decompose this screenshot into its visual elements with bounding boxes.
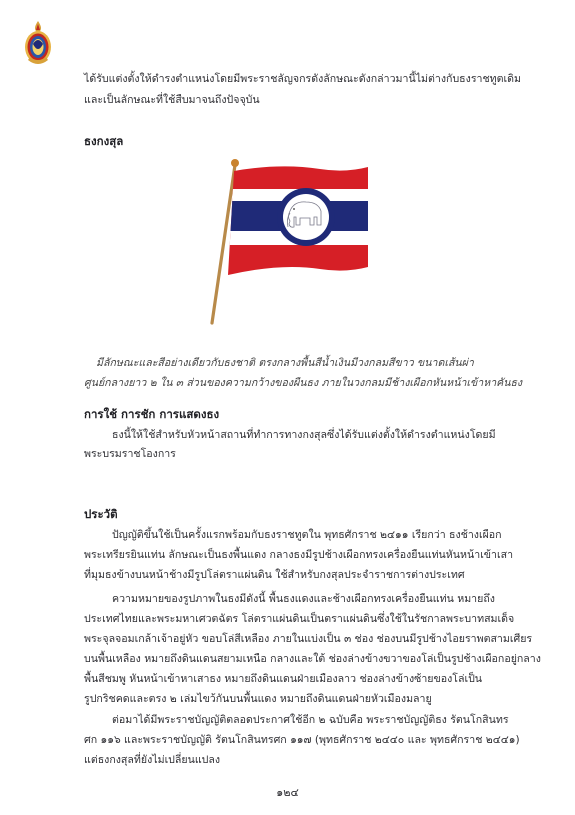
history-p2-line-6: รูปกริชคดและตรง ๒ เล่มไขว้กันบนพื้นแดง หมายถึงดินแดนฝ่ายหัวเมืองมลายู [84,693,432,705]
section-heading-usage: การใช้ การชัก การแสดงธง [84,407,220,421]
history-p2-line-5: พื้นสีชมพู หันหน้าเข้าหาเสาธง หมายถึงดินแดนฝ่ายเมืองลาว ช่องล่างข้างซ้ายของโล่เป็น [84,673,483,685]
history-p1-line-1: ปัญญัติขึ้นใช้เป็นครั้งแรกพร้อมกับธงราชทูตใน พุทธศักราช ๒๔๑๑ เรียกว่า ธงช้างเผือก [112,529,502,541]
intro-line-1: ได้รับแต่งตั้งให้ดำรงตำแหน่งโดยมีพระราชลัญจกรดังลักษณะดังกล่าวมานี้ไม่ต่างกับธงราชทูตเดิม [84,73,521,85]
history-p3-line-1: ต่อมาได้มีพระราชบัญญัติตลอดประกาศใช้อีก ๒ ฉบับคือ พระราชบัญญัติธง รัตนโกสินทร [112,714,509,726]
section-heading-history: ประวัติ [84,507,118,521]
page-number: ๑๒๔ [276,786,299,799]
usage-line-1: ธงนี้ให้ใช้สำหรับหัวหน้าสถานที่ทำการทางกงสุลซึ่งได้รับแต่งตั้งให้ดำรงตำแหน่งโดยมี [112,429,496,441]
usage-line-2: พระบรมราชโองการ [84,448,176,460]
emblem-seal-icon [22,20,54,66]
section-heading-consul-flag: ธงกงสุล [84,134,124,148]
history-p2-line-1: ความหมายของรูปภาพในธงมีดังนี้ พื้นธงแดงและช้างเผือกทรงเครื่องยืนแท่น หมายถึง [112,593,495,605]
intro-line-2: และเป็นลักษณะที่ใช้สืบมาจนถึงปัจจุบัน [84,94,260,106]
history-p2-line-3: พระจุลจอมเกล้าเจ้าอยู่หัว ขอบโล่สีเหลือง ภายในแบ่งเป็น ๓ ช่อง ช่องบนมีรูปช้างไอยราพตสามเศียร [84,633,533,645]
consul-flag-illustration [210,155,370,325]
flag-caption-line-2: ศูนย์กลางยาว ๒ ใน ๓ ส่วนของความกว้างของผืนธง ภายในวงกลมมีช้างเผือกหันหน้าเข้าหาคันธง [84,377,523,389]
flag-caption-line-1: มีลักษณะและสีอย่างเดียวกับธงชาติ ตรงกลางพื้นสีน้ำเงินมีวงกลมสีขาว ขนาดเส้นผ่า [96,357,474,369]
history-p3-line-3: แต่ธงกงสุลที่ยังไม่เปลี่ยนแปลง [84,754,221,766]
history-p1-line-2: พระเทรียรยินแท่น ลักษณะเป็นธงพื้นแดง กลางธงมีรูปช้างเผือกทรงเครื่องยืนแท่นหันหน้าเข้าเสา [84,549,514,561]
flag-pole-finial [231,159,239,167]
history-p2-line-4: บนพื้นเหลือง หมายถึงดินแดนสยามเหนือ กลางและใต้ ช่องล่างข้างขวาของโล่เป็นรูปช้างเผือกอยู่กลาง [84,653,541,665]
history-p1-line-3: ที่มุมธงข้างบนหน้าช้างมีรูปโล่ตราแผ่นดิน ใช้สำหรับกงสุลประจำราชการต่างประเทศ [84,569,465,581]
history-p3-line-2: ศก ๑๑๖ และพระราชบัญญัติ รัตนโกสินทรศก ๑๑๗ (พุทธศักราช ๒๔๔๐ และ พุทธศักราช ๒๔๔๑) [84,734,520,746]
history-p2-line-2: ประเทศไทยและพระมหาเศวตฉัตร โล่ตราแผ่นดินเป็นตราแผ่นดินซึ่งใช้ในรัชกาลพระบาทสมเด็จ [84,613,515,625]
